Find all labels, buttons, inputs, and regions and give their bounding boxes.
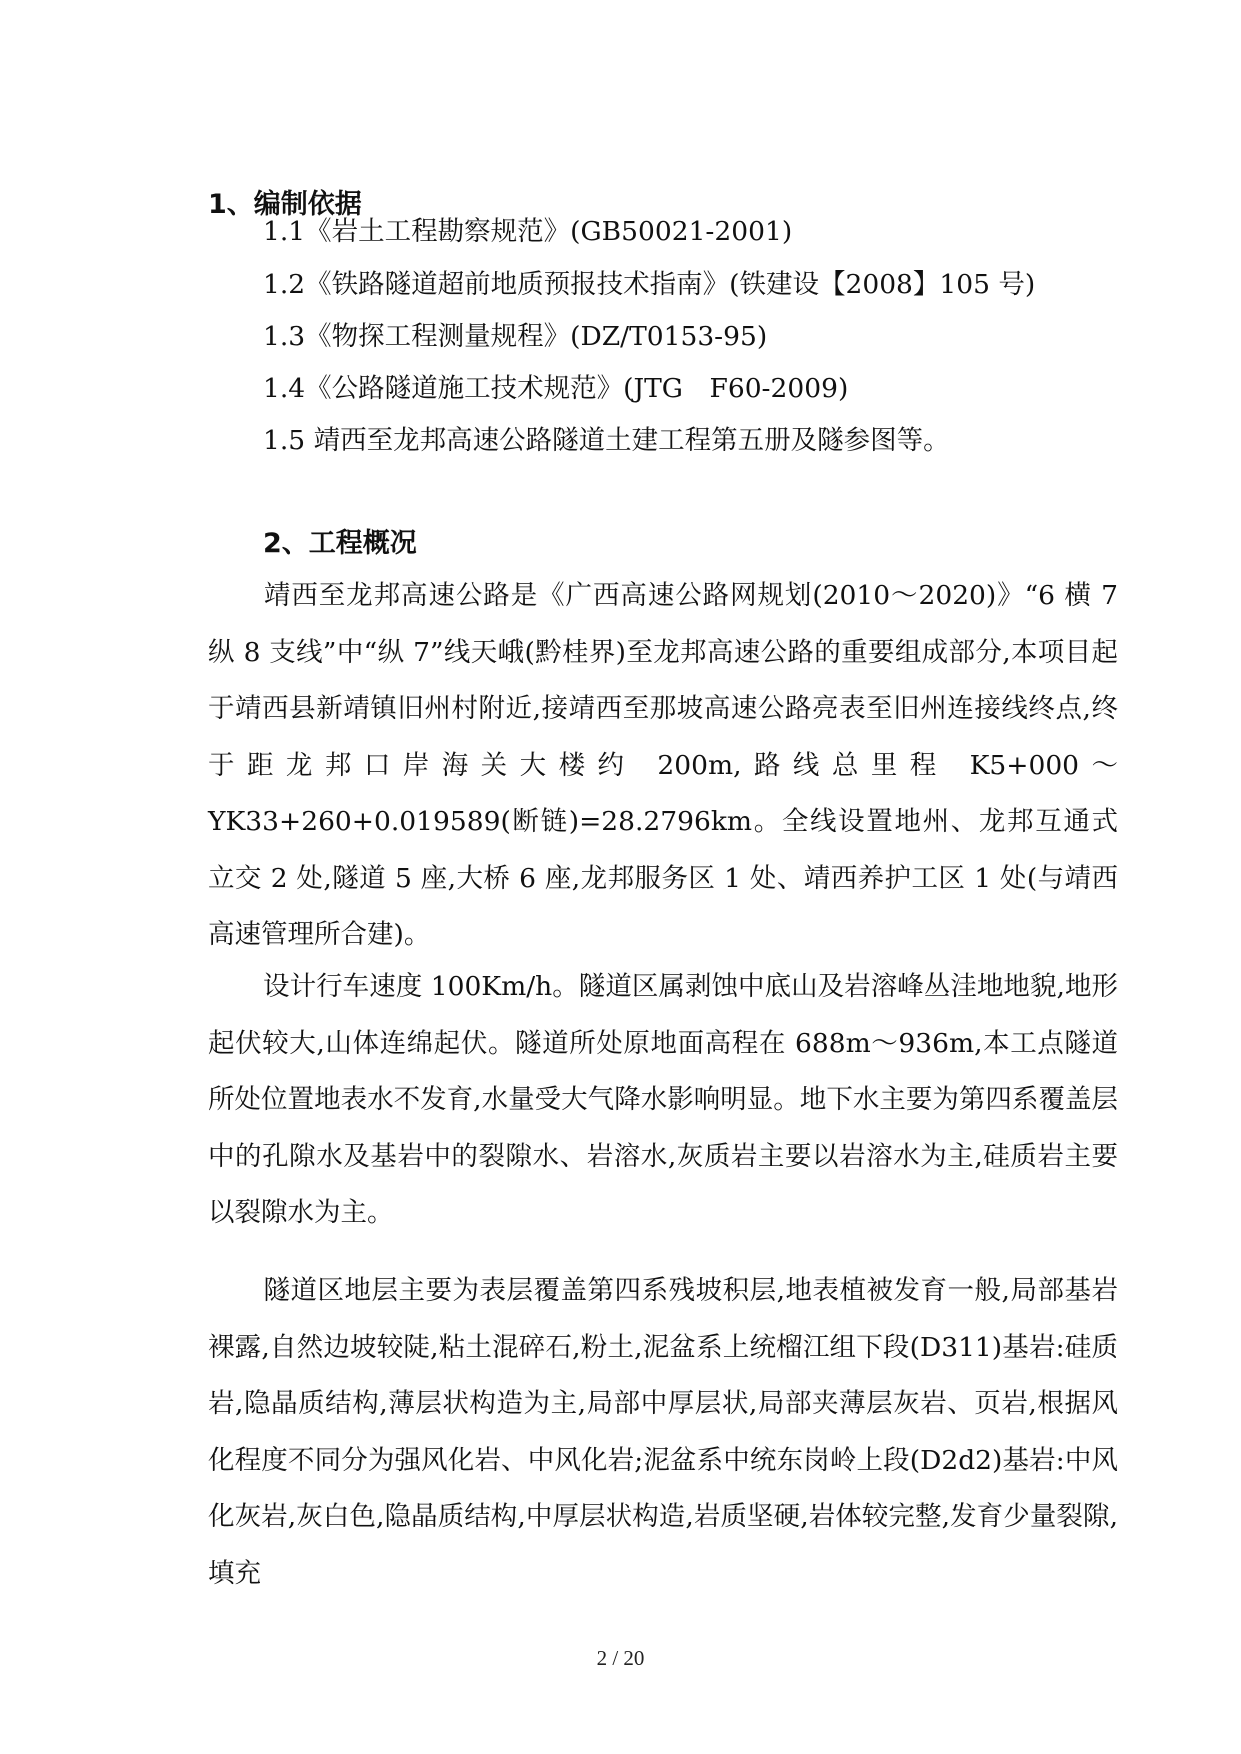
overview-paragraph-2-text: 设计行车速度 100Km/h。隧道区属剥蚀中底山及岩溶峰丛洼地地貌,地形起伏较大,山体连绵起伏。隧道所处原地面高程在 688m～936m,本工点隧道所处位置地表水不发育,水量受大气降水影响明显。地下水主要为第四系覆盖层中的孔隙水及基岩中的裂隙水、岩溶水,灰质岩主要以岩溶水为主,硅质岩主要以裂隙水为主。 xyxy=(208,971,1118,1228)
section-2-heading: 2、工程概况 xyxy=(263,528,417,559)
section-1-heading: 1、编制依据 xyxy=(208,189,362,220)
page-number: 2 / 20 xyxy=(596,1646,645,1670)
overview-paragraph-3-text: 隧道区地层主要为表层覆盖第四系残坡积层,地表植被发育一般,局部基岩裸露,自然边坡较陡,粘土混碎石,粉土,泥盆系上统榴江组下段(D311)基岩:硅质岩,隐晶质结构,薄层状构造为主,局部中厚层状,局部夹薄层灰岩、页岩,根据风化程度不同分为强风化岩、中风化岩;泥盆系中统东岗岭上段(D2d2)基岩:中风化灰岩,灰白色,隐晶质结构,中厚层状构造,岩质坚硬,岩体较完整,发育少量裂隙,填充 xyxy=(208,1275,1118,1589)
reference-item-4: 1.4《公路隧道施工技术规范》(JTG F60-2009) xyxy=(263,373,849,404)
reference-item-3: 1.3《物探工程测量规程》(DZ/T0153-95) xyxy=(263,321,768,352)
overview-paragraph-3 xyxy=(208,1263,1118,1602)
reference-item-1: 1.1《岩土工程勘察规范》(GB50021-2001) xyxy=(263,216,793,247)
overview-paragraph-1 xyxy=(208,568,1118,964)
reference-item-5: 1.5 靖西至龙邦高速公路隧道土建工程第五册及隧参图等。 xyxy=(263,425,950,456)
overview-paragraph-1-text: 靖西至龙邦高速公路是《广西高速公路网规划(2010～2020)》“6 横 7 纵 8 支线”中“纵 7”线天峨(黔桂界)至龙邦高速公路的重要组成部分,本项目起于靖西县新靖镇旧州村附近,接靖西至那坡高速公路亮表至旧州连接线终点,终于距龙邦口岸海关大楼约 200m,路线总里程 K5+000～YK33+260+0.019589(断链)=28.2796km。全线设置地州、龙邦互通式立交 2 处,隧道 5 座,大桥 6 座,龙邦服务区 1 处、靖西养护工区 1 处(与靖西高速管理所合建)。 xyxy=(208,580,1118,950)
overview-paragraph-2 xyxy=(208,959,1118,1242)
reference-item-2: 1.2《铁路隧道超前地质预报技术指南》(铁建设【2008】105 号) xyxy=(263,269,1036,300)
